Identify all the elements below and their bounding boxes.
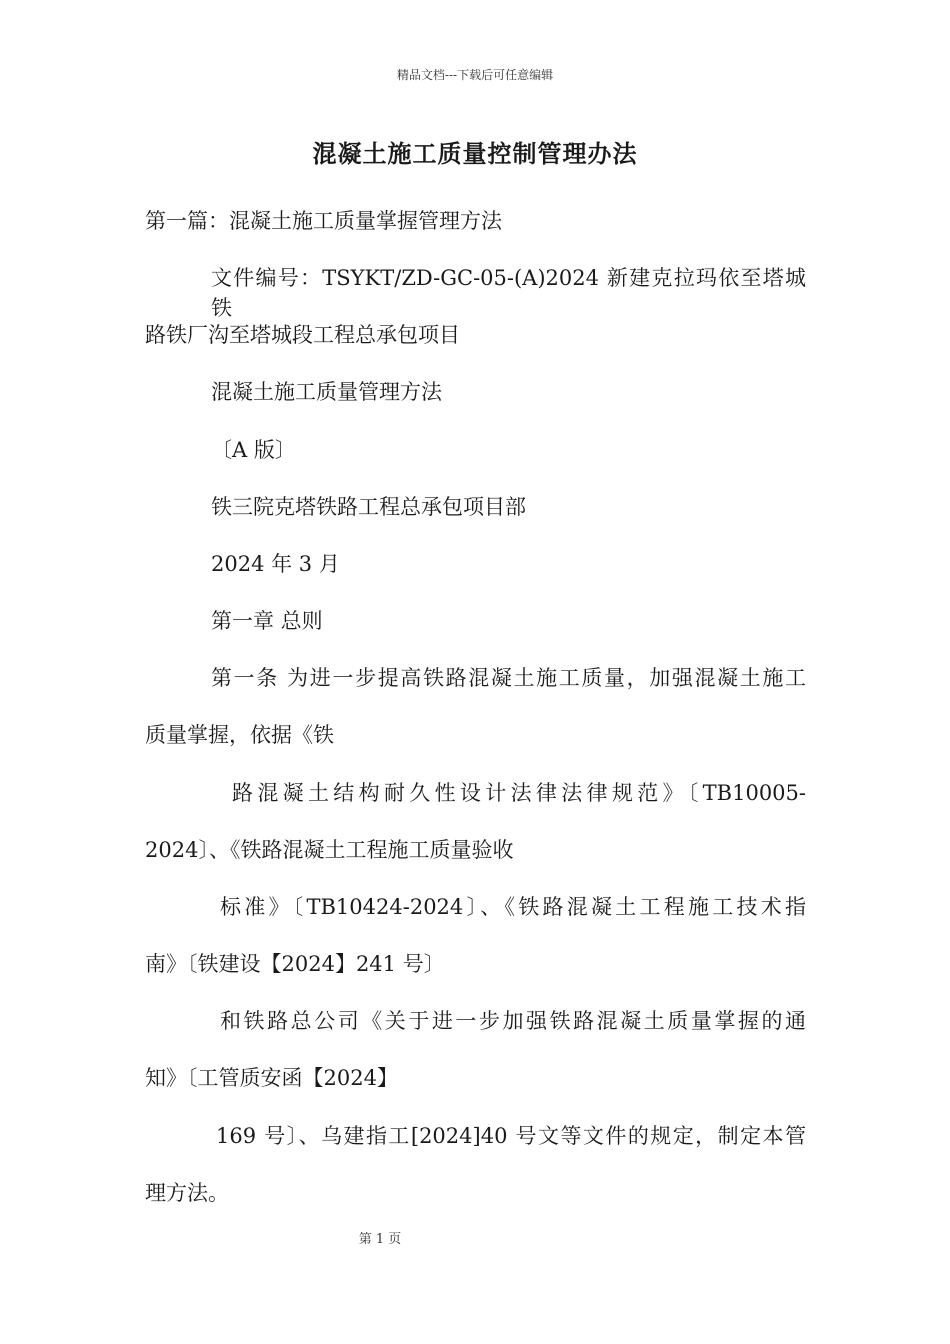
document-title: 混凝土施工质量控制管理办法 xyxy=(312,139,638,168)
paragraph-line: 理方法。 xyxy=(145,1181,229,1205)
paragraph-line: 知》〔工管质安函【2024】 xyxy=(145,1066,398,1090)
paragraph-line: 和铁路总公司《关于进一步加强铁路混凝土质量掌握的通 xyxy=(220,1009,806,1033)
paragraph-line: 铁三院克塔铁路工程总承包项目部 xyxy=(211,495,526,519)
page-number: 第 1 页 xyxy=(358,1232,402,1247)
header-note: 精品文档---下载后可任意编辑 xyxy=(396,68,554,82)
paragraph-line: 质量掌握，依据《铁 xyxy=(145,723,334,747)
paragraph-line: 〔A 版〕 xyxy=(211,438,296,462)
paragraph-line: 169 号〕、乌建指工[2024]40 号文等文件的规定，制定本管 xyxy=(216,1124,806,1148)
paragraph-line: 路铁厂沟至塔城段工程总承包项目 xyxy=(145,323,460,347)
paragraph-line: 文件编号：TSYKT/ZD-GC-05-(A)2024 新建克拉玛依至塔城铁 xyxy=(211,266,806,320)
paragraph-line: 混凝土施工质量管理方法 xyxy=(211,380,442,404)
paragraph-line: 2024〕、《铁路混凝土工程施工质量验收 xyxy=(145,838,514,862)
paragraph-line: 南》〔铁建设【2024】241 号〕 xyxy=(145,952,445,976)
paragraph-line: 2024 年 3 月 xyxy=(211,552,340,576)
paragraph-line: 第一条 为进一步提高铁路混凝土施工质量，加强混凝土施工 xyxy=(211,666,806,690)
paragraph-line: 路混凝土结构耐久性设计法律法律规范》〔TB10005- xyxy=(232,781,806,805)
section-heading: 第一篇：混凝土施工质量掌握管理方法 xyxy=(145,209,502,233)
chapter-heading: 第一章 总则 xyxy=(211,609,323,633)
paragraph-line: 标准》〔TB10424-2024〕、《铁路混凝土工程施工技术指 xyxy=(220,895,806,919)
